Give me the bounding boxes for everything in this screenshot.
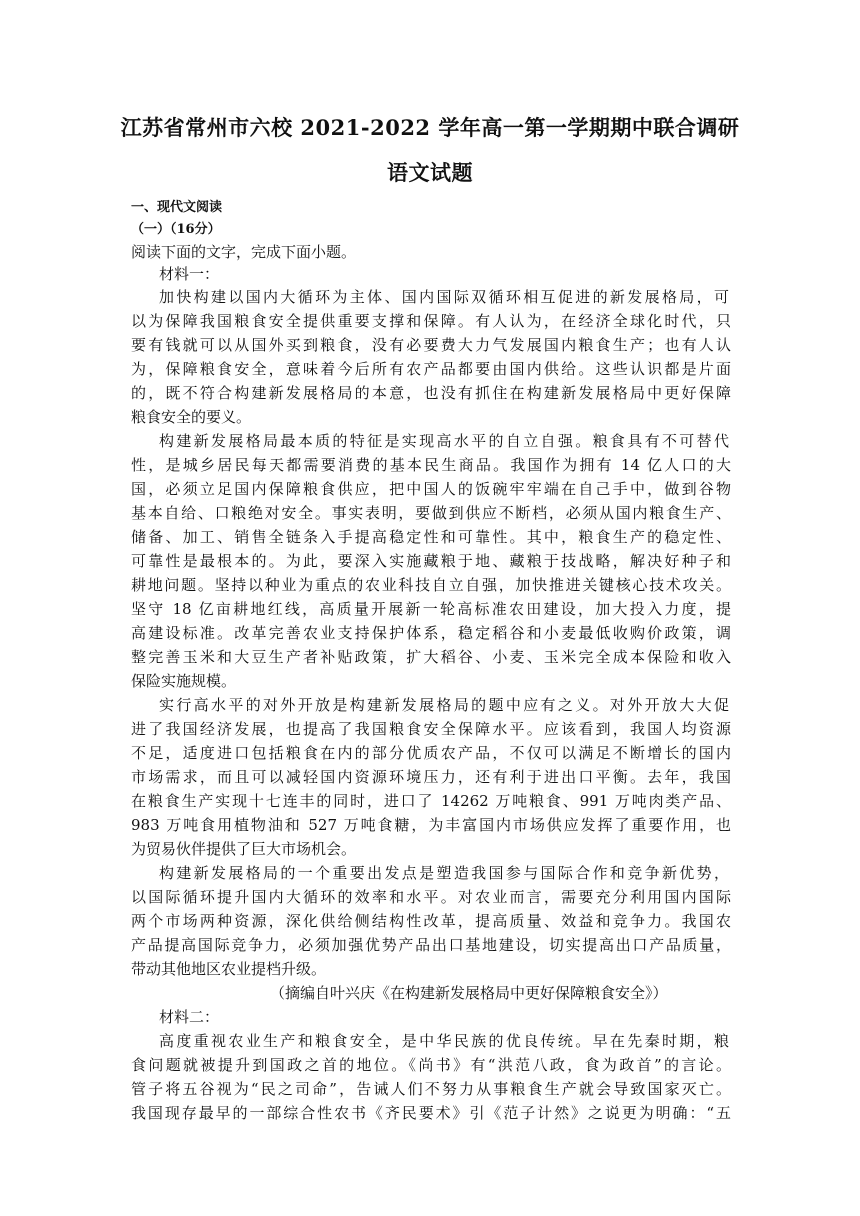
text-line: 实行高水平的对外开放是构建新发展格局的题中应有之义。对外开放大大促	[159, 696, 729, 714]
text-line: 的，既不符合构建新发展格局的本意，也没有抓住在构建新发展格局中更好保障	[131, 384, 731, 402]
text-line: 产品提高国际竞争力，必须加强优势产品出口基地建设，切实提高出口产品质量，	[131, 936, 731, 954]
text-line: 市场需求，而且可以减轻国内资源环境压力，还有利于进出口平衡。去年，我国	[131, 768, 731, 786]
instruction-text: 阅读下面的文字，完成下面小题。	[131, 243, 357, 261]
part-heading: （一）（16分）	[131, 222, 221, 237]
text-line: 进了我国经济发展，也提高了我国粮食安全保障水平。应该看到，我国人均资源	[131, 720, 731, 738]
text-line: 加快构建以国内大循环为主体、国内国际双循环相互促进的新发展格局，可	[159, 288, 729, 306]
text-line: 要有钱就可以从国外买到粮食，没有必要费大力气发展国内粮食生产；也有人认	[131, 336, 731, 354]
text-line: 构建新发展格局最本质的特征是实现高水平的自立自强。粮食具有不可替代	[159, 432, 729, 450]
text-line: 构建新发展格局的一个重要出发点是塑造我国参与国际合作和竞争新优势，	[159, 864, 729, 882]
document-title: 江苏省常州市六校 2021-2022 学年高一第一学期期中联合调研	[120, 115, 740, 140]
citation: （摘编自叶兴庆《在构建新发展格局中更好保障粮食安全》）	[270, 984, 668, 1002]
text-line: 粮食安全的要义。	[131, 408, 252, 426]
section-heading: 一、现代文阅读	[131, 200, 223, 215]
text-line: 983 万吨食用植物油和 527 万吨食糖，为丰富国内市场供应发挥了重要作用，也	[131, 816, 731, 834]
text-line: 我国现存最早的一部综合性农书《齐民要术》引《范子计然》之说更为明确：“五	[131, 1104, 731, 1122]
document-subtitle: 语文试题	[387, 160, 473, 185]
text-line: 高建设标准。改革完善农业支持保护体系，稳定稻谷和小麦最低收购价政策，调	[131, 624, 731, 642]
text-line: 管子将五谷视为“民之司命”，告诫人们不努力从事粮食生产就会导致国家灭亡。	[131, 1080, 731, 1098]
text-line: 整完善玉米和大豆生产者补贴政策，扩大稻谷、小麦、玉米完全成本保险和收入	[131, 648, 731, 666]
text-line: 为，保障粮食安全，意味着今后所有农产品都要由国内供给。这些认识都是片面	[131, 360, 731, 378]
text-line: 国，必须立足国内保障粮食供应，把中国人的饭碗牢牢端在自己手中，做到谷物	[131, 480, 731, 498]
text-line: 保险实施规模。	[131, 672, 237, 690]
text-line: 储备、加工、销售全链条入手提高稳定性和可靠性。其中，粮食生产的稳定性、	[131, 528, 731, 546]
text-line: 高度重视农业生产和粮食安全，是中华民族的优良传统。早在先秦时期，粮	[159, 1032, 729, 1050]
text-line: 在粮食生产实现十七连丰的同时，进口了 14262 万吨粮食、991 万吨肉类产品、	[131, 792, 731, 810]
material-label: 材料二：	[159, 1008, 220, 1026]
text-line: 以为保障我国粮食安全提供重要支撑和保障。有人认为，在经济全球化时代，只	[131, 312, 731, 330]
text-line: 不足，适度进口包括粮食在内的部分优质农产品，不仅可以满足不断增长的国内	[131, 744, 731, 762]
material-label: 材料一：	[159, 265, 220, 283]
text-line: 耕地问题。坚持以种业为重点的农业科技自立自强，加快推进关键核心技术攻关。	[131, 576, 731, 594]
text-line: 可靠性是最根本的。为此，要深入实施藏粮于地、藏粮于技战略，解决好种子和	[131, 552, 731, 570]
text-line: 坚守 18 亿亩耕地红线，高质量开展新一轮高标准农田建设，加大投入力度，提	[131, 600, 731, 618]
text-line: 为贸易伙伴提供了巨大市场机会。	[131, 840, 357, 858]
text-line: 基本自给、口粮绝对安全。事实表明，要做到供应不断档，必须从国内粮食生产、	[131, 504, 731, 522]
text-line: 食问题就被提升到国政之首的地位。《尚书》有“洪范八政，食为政首”的言论。	[131, 1056, 731, 1074]
text-line: 以国际循环提升国内大循环的效率和水平。对农业而言，需要充分利用国内国际	[131, 888, 731, 906]
text-line: 两个市场两种资源，深化供给侧结构性改革，提高质量、效益和竞争力。我国农	[131, 912, 731, 930]
text-line: 性，是城乡居民每天都需要消费的基本民生商品。我国作为拥有 14 亿人口的大	[131, 456, 731, 474]
text-line: 带动其他地区农业提档升级。	[131, 960, 327, 978]
